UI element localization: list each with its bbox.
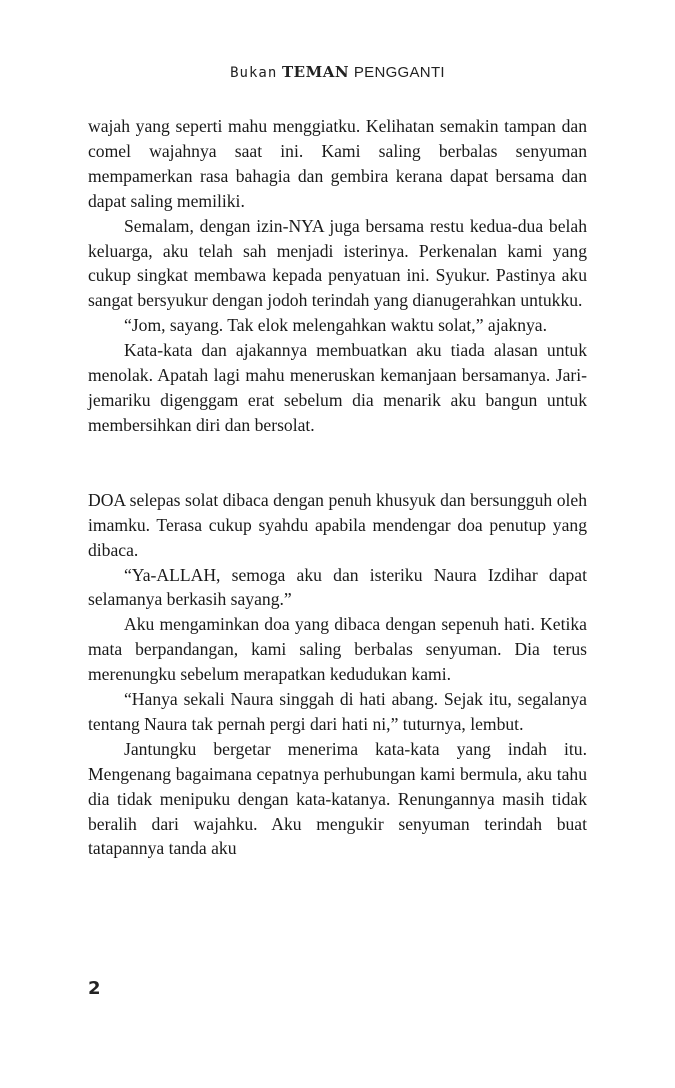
header-title-part1: Bukan <box>230 65 278 81</box>
paragraph: “Ya-ALLAH, semoga aku dan isteriku Naura Izdihar dapat selamanya berkasih sayang.” <box>88 564 587 610</box>
paragraph: DOA selepas solat dibaca dengan penuh khusyuk dan bersungguh oleh imamku. Terasa cukup syahdu apabila mendengar doa penutup yang dibaca. <box>88 489 587 560</box>
paragraph: Jantungku bergetar menerima kata-kata yang indah itu. Mengenang bagaimana cepatnya perhubungan kami bermula, aku tahu dia tidak menipuku dengan kata-katanya. Renungannya masih tidak beralih dari wajahku. Aku mengukir senyuman terindah buat tatapannya tanda aku <box>88 738 587 859</box>
paragraph: Kata-kata dan ajakannya membuatkan aku tiada alasan untuk menolak. Apatah lagi mahu meneruskan kemanjaan bersamanya. Jari-jemariku digenggam erat sebelum dia menarik aku bangun untuk membersihkan diri dan bersolat. <box>88 340 587 435</box>
paragraph: “Jom, sayang. Tak elok melengahkan waktu solat,” ajaknya. <box>124 315 548 336</box>
paragraph: “Hanya sekali Naura singgah di hati abang. Sejak itu, segalanya tentang Naura tak pernah pergi dari hati ni,” tuturnya, lembut. <box>88 689 587 734</box>
paragraph: wajah yang seperti mahu menggiatku. Kelihatan semakin tampan dan comel wajahnya saat ini. Kami saling berbalas senyuman mempamerkan rasa bahagia dan gembira kerana dapat bersama dan dapat saling memiliki. <box>88 116 587 211</box>
paragraph: Aku mengaminkan doa yang dibaca dengan sepenuh hati. Ketika mata berpandangan, kami saling berbalas senyuman. Dia terus merenungku sebelum merapatkan kedudukan kami. <box>88 614 587 685</box>
page-body <box>88 114 587 861</box>
paragraph: Semalam, dengan izin-NYA juga bersama restu kedua-dua belah keluarga, aku telah sah menjadi isterinya. Perkenalan kami yang cukup singkat membawa kepada penyatuan ini. Syukur. Pastinya aku sangat bersyukur dengan jodoh terindah yang dianugerahkan untukku. <box>88 215 587 311</box>
running-header <box>0 63 675 82</box>
page-number: 2 <box>88 978 101 999</box>
section-break <box>88 438 587 488</box>
header-title-part2: TEMAN <box>282 63 350 81</box>
header-title-part3: PENGGANTI <box>353 64 445 81</box>
